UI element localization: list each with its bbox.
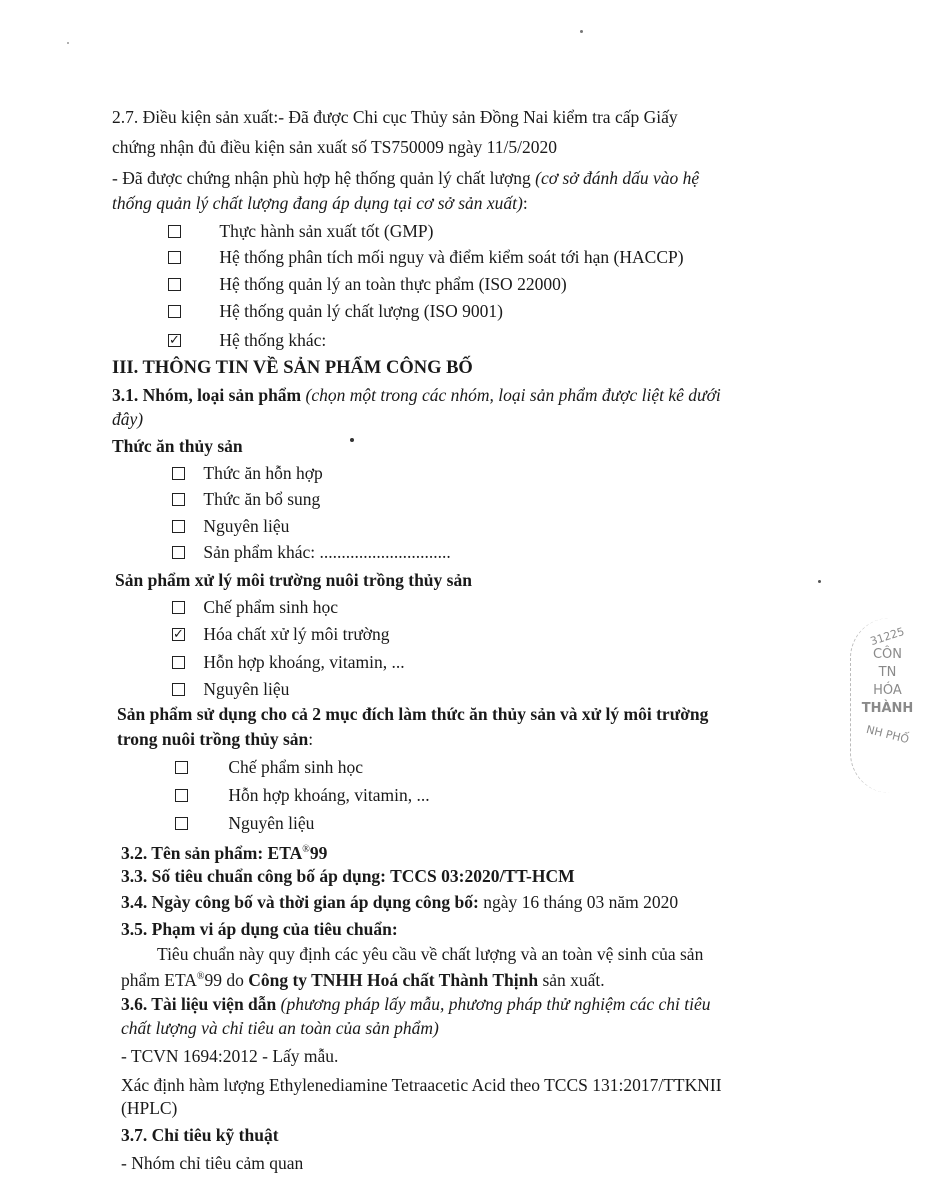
system-item[interactable] (168, 300, 503, 322)
scan-speck (818, 580, 821, 583)
system-item[interactable] (168, 220, 433, 242)
checkbox-checked[interactable] (168, 334, 181, 347)
s35-line1: Tiêu chuẩn này quy định các yêu cầu về chất lượng và an toàn vệ sinh của sản (157, 944, 704, 964)
group1-item[interactable] (172, 462, 323, 484)
s33: 3.3. Số tiêu chuẩn công bố áp dụng: TCCS 03:2020/TT-HCM (121, 866, 575, 886)
system-item[interactable] (168, 246, 684, 268)
scan-speck (580, 30, 583, 33)
stamp-line: HÓA (873, 683, 902, 698)
certified-colon: : (522, 193, 528, 213)
s31-line1 (112, 384, 721, 406)
s32-value-b: 99 (309, 842, 328, 863)
group2-item[interactable] (172, 596, 338, 618)
sec27-certified (112, 167, 699, 189)
checkbox-empty[interactable] (172, 493, 185, 506)
sec27-certified-2 (112, 192, 528, 214)
s31-title: 3.1. Nhóm, loại sản phẩm (112, 385, 306, 405)
s32-label: 3.2. Tên sản phẩm: (121, 842, 268, 863)
system-label: Hệ thống quản lý chất lượng (ISO 9001) (219, 301, 503, 321)
scan-speck (67, 42, 69, 44)
checkbox-empty[interactable] (172, 467, 185, 480)
s36-note2: chất lượng và chỉ tiêu an toàn của sản phẩm) (121, 1018, 439, 1038)
s36-note1: (phương pháp lấy mẫu, phương pháp thử nghiệm các chỉ tiêu (280, 994, 711, 1014)
system-label: Hệ thống khác: (219, 330, 327, 350)
stamp-line: CÔN (872, 647, 903, 662)
company-stamp (848, 624, 927, 788)
group3-label: Hỗn hợp khoáng, vitamin, ... (228, 785, 430, 805)
s36-item2a: Xác định hàm lượng Ethylenediamine Tetraacetic Acid theo TCCS 131:2017/TTKNII (121, 1075, 722, 1095)
group1-item[interactable] (172, 488, 320, 510)
group3-item[interactable] (175, 784, 430, 806)
s36-item2b: (HPLC) (121, 1098, 178, 1118)
sec27-line2: chứng nhận đủ điều kiện sản xuất số TS750009 ngày 11/5/2020 (112, 137, 557, 157)
group1-label: Thức ăn hỗn hợp (203, 463, 323, 483)
system-label: Thực hành sản xuất tốt (GMP) (219, 221, 434, 241)
checkbox-empty[interactable] (175, 817, 188, 830)
group2-item[interactable] (172, 623, 390, 645)
checkbox-empty[interactable] (172, 546, 185, 559)
s35-text-b: 99 do (204, 969, 249, 990)
s34-line (121, 891, 678, 913)
group2-label: Hóa chất xử lý môi trường (203, 624, 390, 644)
stamp-code: 31225 (868, 624, 906, 649)
checkbox-empty[interactable] (168, 278, 181, 291)
sec27-line1: 2.7. Điều kiện sản xuất:- Đã được Chi cục Thủy sản Đồng Nai kiểm tra cấp Giấy (112, 107, 678, 127)
checkbox-empty[interactable] (172, 520, 185, 533)
checkbox-empty[interactable] (175, 761, 188, 774)
s37-item1: - Nhóm chỉ tiêu cảm quan (121, 1153, 304, 1173)
registered-mark: ® (302, 844, 310, 855)
s32-value: ETA (267, 842, 303, 863)
system-item[interactable] (168, 273, 567, 295)
checkbox-checked[interactable] (172, 628, 185, 641)
checkbox-empty[interactable] (168, 225, 181, 238)
group3-item[interactable] (175, 756, 363, 778)
stamp-line: THÀNH (861, 701, 914, 716)
system-label: Hệ thống quản lý an toàn thực phẩm (ISO 22000) (219, 274, 567, 294)
certified-note2: thống quản lý chất lượng đang áp dụng tại cơ sở sản xuất) (112, 193, 523, 213)
s31-note2: đây) (112, 409, 144, 429)
checkbox-empty[interactable] (168, 251, 181, 264)
s34-value: ngày 16 tháng 03 năm 2020 (478, 892, 679, 912)
s37-title: 3.7. Chỉ tiêu kỹ thuật (121, 1125, 279, 1145)
s35-title: 3.5. Phạm vi áp dụng của tiêu chuẩn: (121, 919, 398, 939)
s35-company: Công ty TNHH Hoá chất Thành Thịnh (248, 969, 539, 990)
s31-note1: (chọn một trong các nhóm, loại sản phẩm được liệt kê dưới (305, 385, 721, 405)
s36-title: 3.6. Tài liệu viện dẫn (121, 994, 281, 1014)
checkbox-empty[interactable] (175, 789, 188, 802)
system-item[interactable] (168, 329, 326, 351)
group1-title: Thức ăn thủy sản (112, 436, 243, 456)
group2-label: Nguyên liệu (203, 679, 290, 699)
s35-text-c: sản xuất. (538, 969, 605, 990)
group2-item[interactable] (172, 678, 289, 700)
group1-label: Thức ăn bổ sung (203, 489, 321, 509)
group2-label: Chế phẩm sinh học (203, 597, 339, 617)
group3-colon: : (308, 729, 314, 749)
group2-title: Sản phẩm xử lý môi trường nuôi trồng thủy sản (115, 570, 472, 590)
s36-line1 (121, 993, 710, 1015)
stamp-line: NH PHỐ (864, 722, 911, 747)
checkbox-empty[interactable] (172, 601, 185, 614)
group3-label: Chế phẩm sinh học (228, 757, 364, 777)
group2-item[interactable] (172, 651, 405, 673)
checkbox-empty[interactable] (172, 656, 185, 669)
certified-text: - Đã được chứng nhận phù hợp hệ thống quản lý chất lượng (112, 168, 536, 188)
certified-note1: (cơ sở đánh dấu vào hệ (535, 168, 700, 188)
section3-heading: III. THÔNG TIN VỀ SẢN PHẨM CÔNG BỐ (112, 358, 473, 378)
group3-label: Nguyên liệu (228, 813, 315, 833)
ink-dot (350, 438, 354, 442)
checkbox-empty[interactable] (172, 683, 185, 696)
group1-label: Nguyên liệu (203, 516, 290, 536)
s36-item1: - TCVN 1694:2012 - Lấy mẫu. (121, 1046, 339, 1066)
group1-item[interactable] (172, 515, 289, 537)
registered-mark: ® (196, 971, 205, 982)
group3-title2-line (117, 728, 313, 750)
s32-line (121, 839, 327, 864)
checkbox-empty[interactable] (168, 305, 181, 318)
group3-title1: Sản phẩm sử dụng cho cả 2 mục đích làm thức ăn thủy sản và xử lý môi trường (117, 704, 709, 724)
group3-title2: trong nuôi trồng thủy sản (117, 729, 309, 749)
system-label: Hệ thống phân tích mối nguy và điểm kiểm soát tới hạn (HACCP) (219, 247, 684, 267)
group1-label: Sản phẩm khác: .............................. (203, 542, 451, 562)
s35-line2 (121, 966, 605, 991)
group2-label: Hỗn hợp khoáng, vitamin, ... (203, 652, 405, 672)
stamp-line: TN (878, 665, 897, 680)
s35-text-a: phẩm ETA (121, 969, 197, 990)
s34-label: 3.4. Ngày công bố và thời gian áp dụng công bố: (121, 892, 479, 912)
group3-item[interactable] (175, 812, 314, 834)
group1-item[interactable] (172, 541, 451, 563)
